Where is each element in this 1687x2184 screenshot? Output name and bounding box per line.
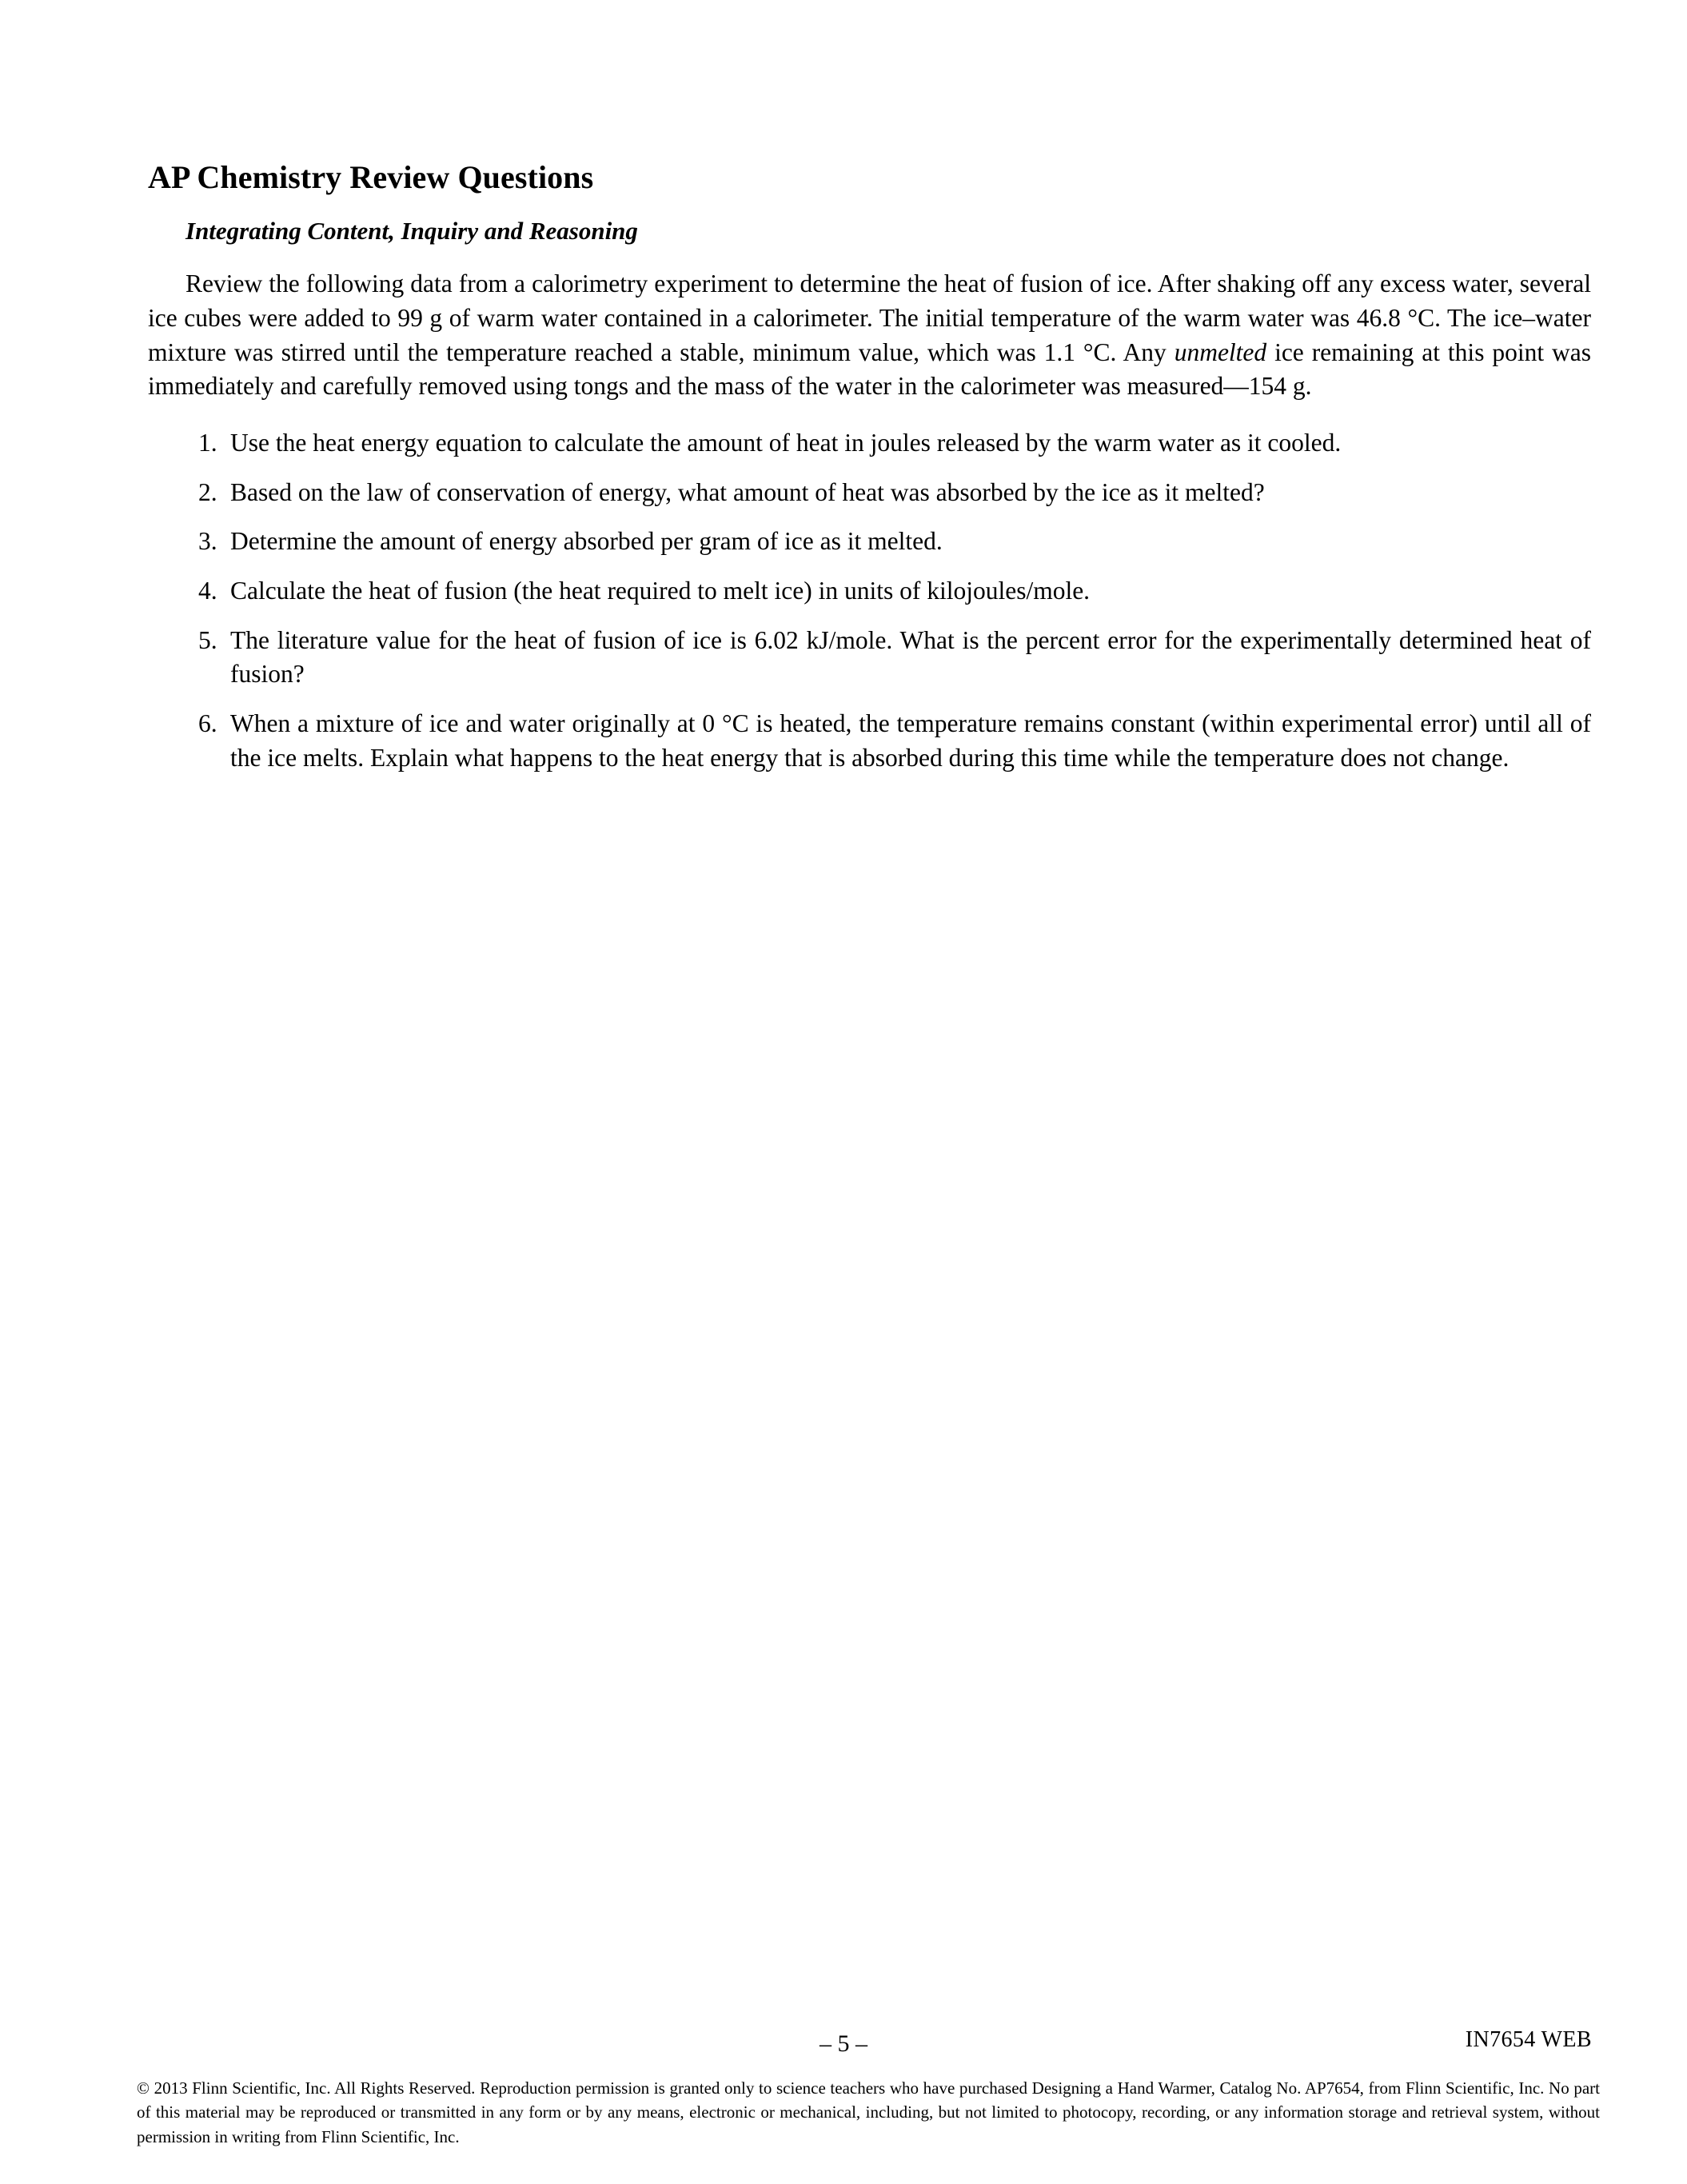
intro-italic-term: unmelted [1174, 337, 1267, 366]
question-text: Determine the amount of energy absorbed per gram of ice as it melted. [230, 527, 943, 556]
question-text: The literature value for the heat of fusion of ice is 6.02 kJ/mole. What is the percent error for the experimentally determined heat of fusion? [230, 625, 1591, 689]
question-text: Use the heat energy equation to calculate the amount of heat in joules released by the warm water as it cooled. [230, 429, 1342, 457]
intro-paragraph-part1: Review the following data from a calorimetry experiment to determine the heat of fusion of ice. After shaking off any excess water, several ice cubes were added to 99 g of warm water contained in a calorimeter. The initial temperature of the warm water was 46.8 °C. The ice–water mixture was stirred until the temperature reached a stable, minimum value, which was 1.1 °C. Any [148, 270, 1591, 366]
question-text: When a mixture of ice and water originally at 0 °C is heated, the temperature remains constant (within experimental error) until all of the ice melts. Explain what happens to the heat energy that is absorbed during this time while the temperature does not change. [230, 709, 1591, 772]
question-item [148, 707, 1591, 775]
question-item [148, 624, 1591, 692]
page-number: – 5 – [820, 2030, 867, 2057]
page-title: AP Chemistry Review Questions [148, 159, 594, 195]
question-item [148, 574, 1591, 609]
intro-paragraph-part2: ice remaining at this point was immediately and carefully removed using tongs and the mass of the water in the calorimeter was measured—154 g. [148, 337, 1591, 401]
question-text: Calculate the heat of fusion (the heat required to melt ice) in units of kilojoules/mole. [230, 577, 1091, 605]
review-questions-list [148, 426, 1591, 775]
document-content [148, 160, 1591, 776]
intro-paragraph [148, 267, 1591, 404]
section-subheading: Integrating Content, Inquiry and Reasoning [185, 216, 638, 245]
page-footer [0, 2027, 1687, 2184]
copyright-notice: © 2013 Flinn Scientific, Inc. All Rights Reserved. Reproduction permission is granted only to science teachers who have purchased Designing a Hand Warmer, Catalog No. AP7654, from Flinn Scientific, Inc. No part of this material may be reproduced or transmitted in any form or by any means, electronic or mechanical, including, but not limited to photocopy, recording, or any information storage and retrieval system, without permission in writing from Flinn Scientific, Inc. [137, 2078, 1600, 2146]
question-text: Based on the law of conservation of energy, what amount of heat was absorbed by the ice as it melted? [230, 477, 1265, 506]
question-item [148, 426, 1591, 461]
catalog-code: IN7654 WEB [1465, 2027, 1592, 2052]
question-item [148, 476, 1591, 510]
question-item [148, 525, 1591, 559]
